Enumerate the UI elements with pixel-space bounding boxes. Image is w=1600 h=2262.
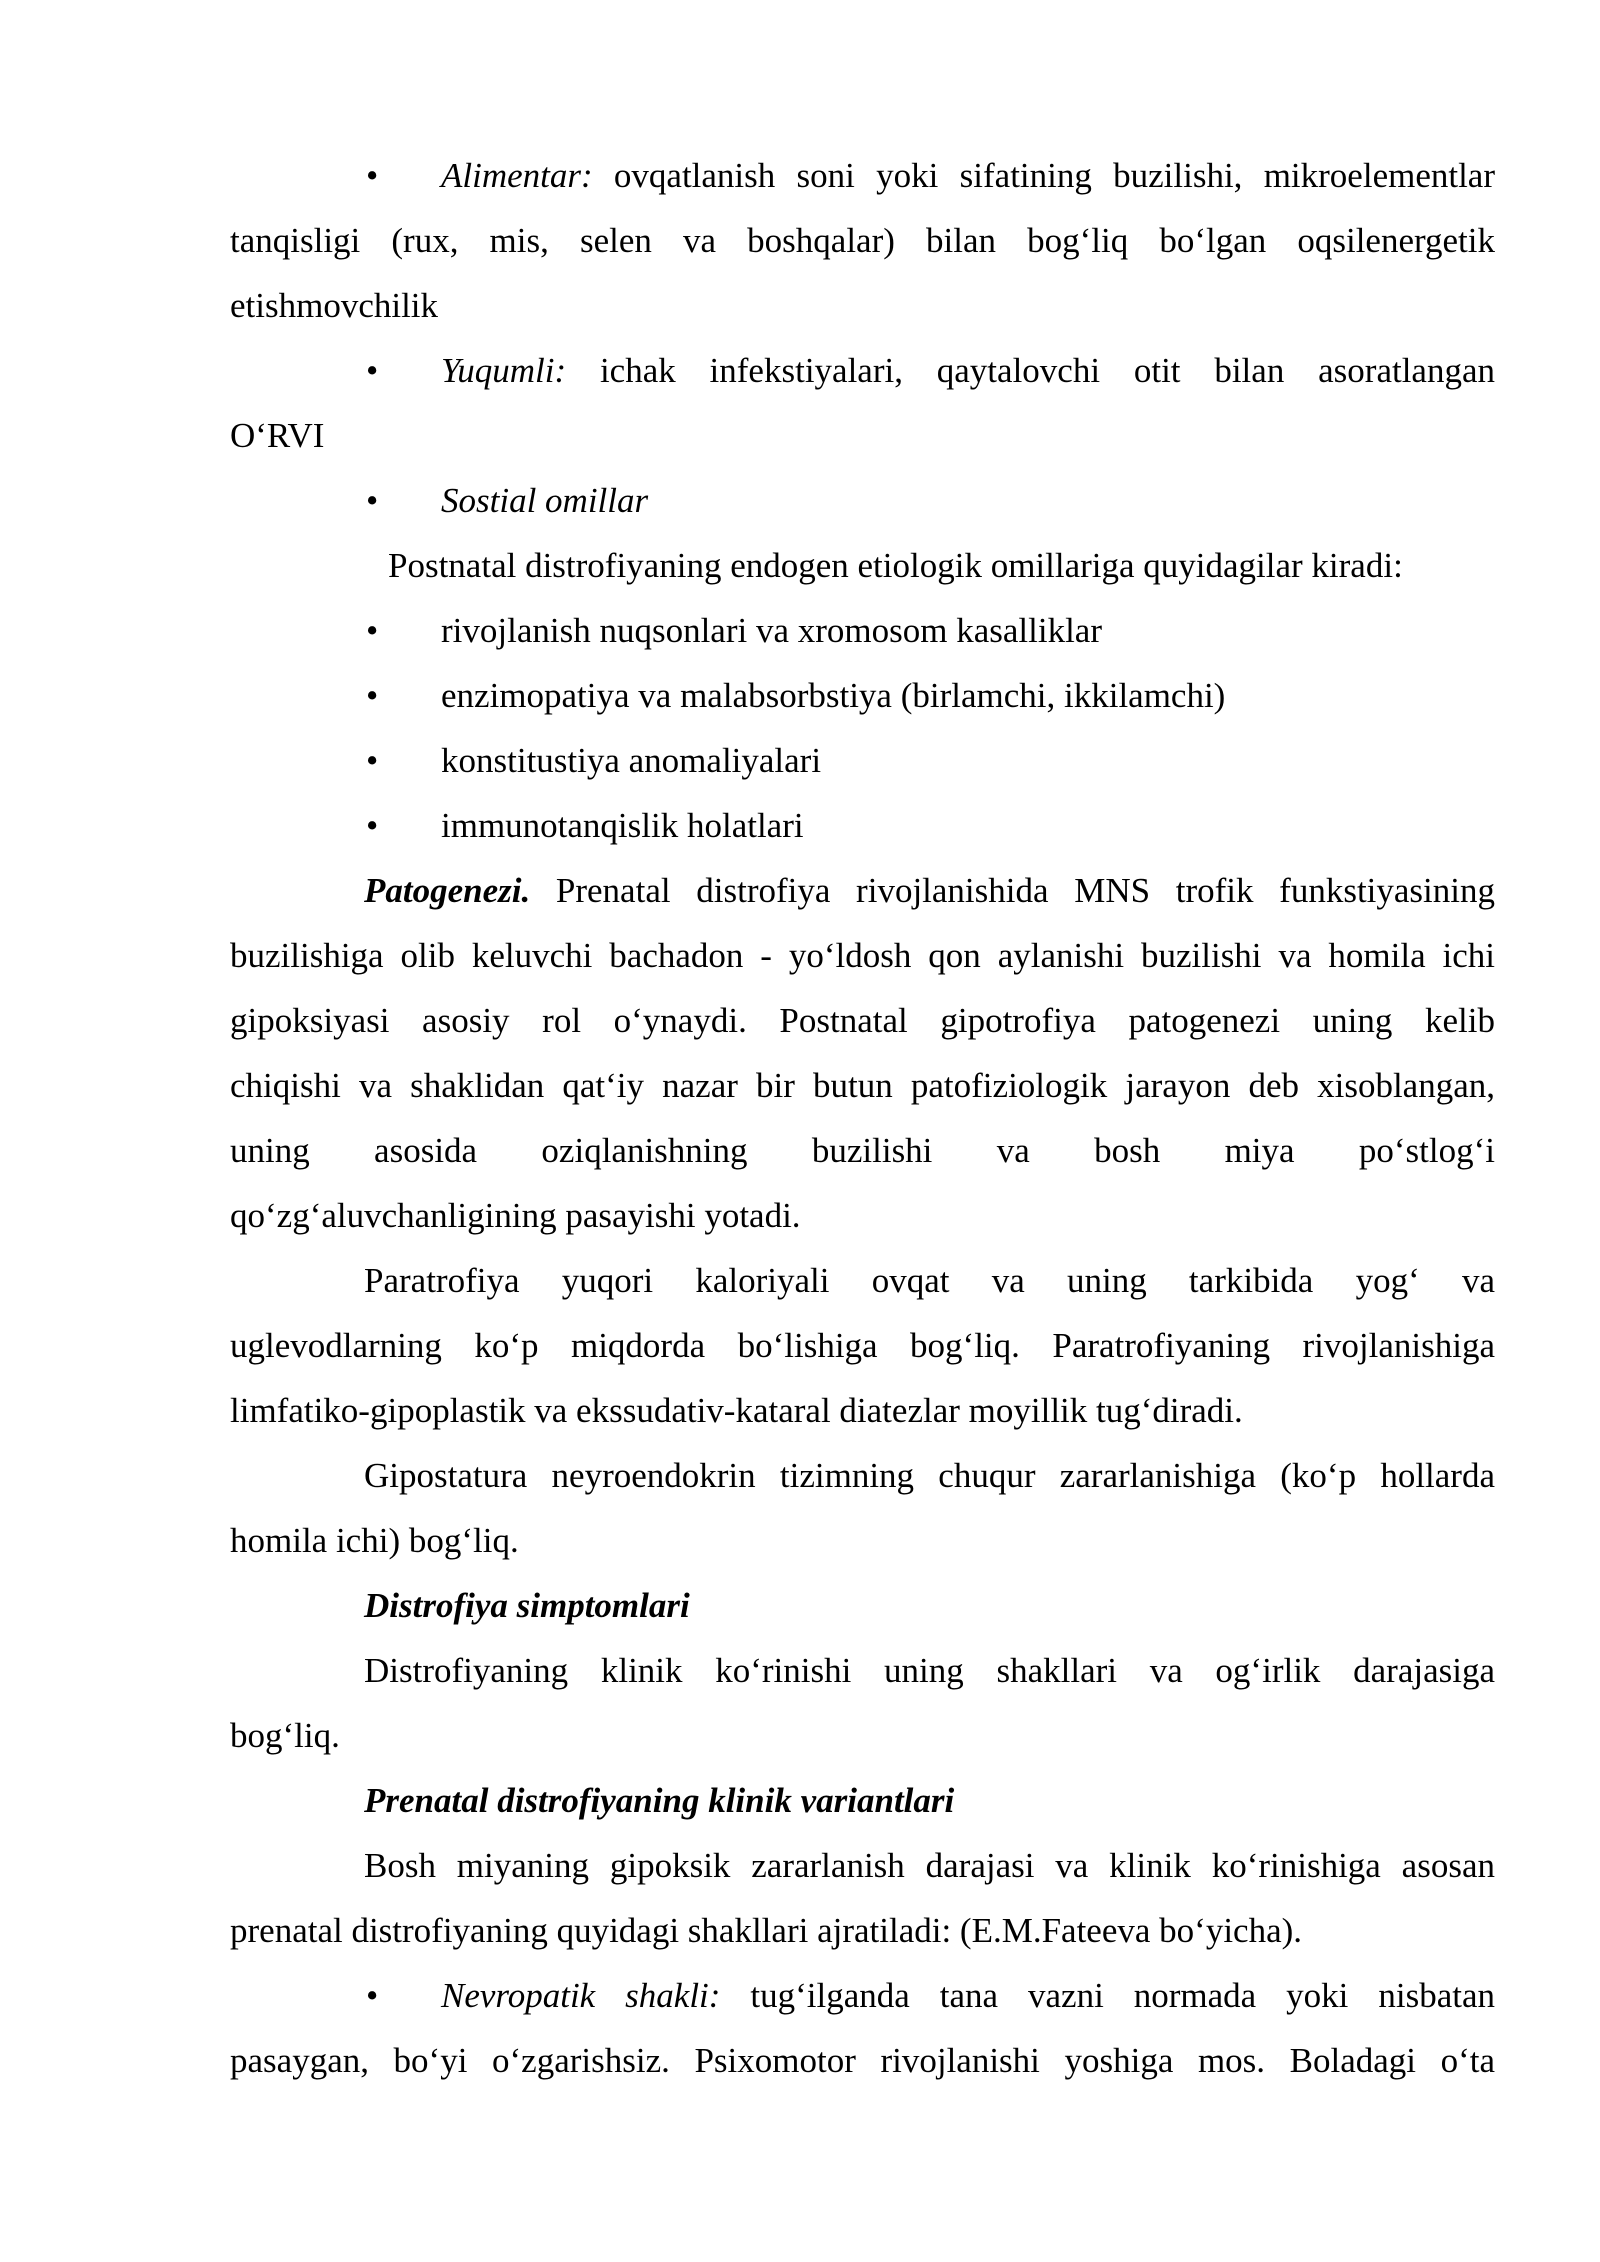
text-line: gipoksiyasi asosiy rol o‘ynaydi. Postnatal gipotrofiya patogenezi uning kelib xyxy=(230,1001,1495,1040)
text-yuqumli: ichak infekstiyalari, qaytalovchi otit bilan asoratlangan xyxy=(566,351,1495,390)
term-sostial: Sostial omillar xyxy=(441,481,649,520)
text-line: Paratrofiya yuqori kaloriyali ovqat va uning tarkibida yog‘ va xyxy=(364,1261,1495,1300)
text-line: limfatiko-gipoplastik va ekssudativ-kataral diatezlar moyillik tug‘diradi. xyxy=(230,1391,1243,1430)
bullet-marker: • xyxy=(366,481,379,520)
bullet-yuqumli xyxy=(441,338,1495,403)
text-line: O‘RVI xyxy=(230,416,325,455)
text-alimentar: ovqatlanish soni yoki sifatining buzilishi, mikroelementlar xyxy=(592,156,1495,195)
term-alimentar: Alimentar: xyxy=(441,156,593,195)
section-heading xyxy=(364,1573,1495,1638)
bullet-marker: • xyxy=(366,611,379,650)
text-line: chiqishi va shaklidan qat‘iy nazar bir butun patofiziologik jarayon deb xisoblangan, xyxy=(230,1066,1495,1105)
bullet-nevropatik xyxy=(441,1963,1495,2028)
bullet-sostial xyxy=(441,468,1495,533)
bullet-marker: • xyxy=(366,741,379,780)
patogenezi-paragraph xyxy=(364,858,1495,923)
text-line: Prenatal distrofiya rivojlanishida MNS trofik funkstiyasining xyxy=(530,871,1495,910)
bullet-alimentar xyxy=(441,143,1495,208)
bullet-marker: • xyxy=(366,676,379,715)
list-item: enzimopatiya va malabsorbstiya (birlamchi, ikkilamchi) xyxy=(441,676,1226,715)
text-line: Gipostatura neyroendokrin tizimning chuqur zararlanishiga (ko‘p hollarda xyxy=(364,1456,1495,1495)
bullet-marker: • xyxy=(366,351,379,390)
text-line: Bosh miyaning gipoksik zararlanish darajasi va klinik ko‘rinishiga asosan xyxy=(364,1846,1495,1885)
text-nevropatik: tug‘ilganda tana vazni normada yoki nisbatan xyxy=(720,1976,1495,2015)
bullet-marker: • xyxy=(366,806,379,845)
text-line: buzilishiga olib keluvchi bachadon - yo‘ldosh qon aylanishi buzilishi va homila ichi xyxy=(230,936,1495,975)
term-yuqumli: Yuqumli: xyxy=(441,351,567,390)
text-line: bog‘liq. xyxy=(230,1716,340,1755)
bullet-marker: • xyxy=(366,156,379,195)
text-line: uning asosida oziqlanishning buzilishi va bosh miya po‘stlog‘i xyxy=(230,1131,1495,1170)
list-item: rivojlanish nuqsonlari va xromosom kasalliklar xyxy=(441,611,1103,650)
heading-text: Prenatal distrofiyaning klinik variantlari xyxy=(364,1781,955,1820)
patogenezi-heading: Patogenezi. xyxy=(364,871,531,910)
text-line: qo‘zg‘aluvchanligining pasayishi yotadi. xyxy=(230,1196,801,1235)
list-item: konstitustiya anomaliyalari xyxy=(441,741,822,780)
text-line: homila ichi) bog‘liq. xyxy=(230,1521,519,1560)
endogen-intro: Postnatal distrofiyaning endogen etiologik omillariga quyidagilar kiradi: xyxy=(388,546,1403,585)
text-line: pasaygan, bo‘yi o‘zgarishsiz. Psixomotor rivojlanishi yoshiga mos. Boladagi o‘ta xyxy=(230,2041,1495,2080)
text-line: tanqisligi (rux, mis, selen va boshqalar) bilan bog‘liq bo‘lgan oqsilenergetik xyxy=(230,221,1495,260)
heading-text: Distrofiya simptomlari xyxy=(364,1586,690,1625)
term-nevropatik: Nevropatik shakli: xyxy=(441,1976,721,2015)
text-line: prenatal distrofiyaning quyidagi shakllari ajratiladi: (E.M.Fateeva bo‘yicha). xyxy=(230,1911,1303,1950)
list-item: immunotanqislik holatlari xyxy=(441,806,804,845)
text-line: uglevodlarning ko‘p miqdorda bo‘lishiga bog‘liq. Paratrofiyaning rivojlanishiga xyxy=(230,1326,1495,1365)
text-line: Distrofiyaning klinik ko‘rinishi uning shakllari va og‘irlik darajasiga xyxy=(364,1651,1495,1690)
text-line: etishmovchilik xyxy=(230,286,439,325)
section-heading xyxy=(364,1768,1495,1833)
bullet-marker: • xyxy=(366,1976,379,2015)
